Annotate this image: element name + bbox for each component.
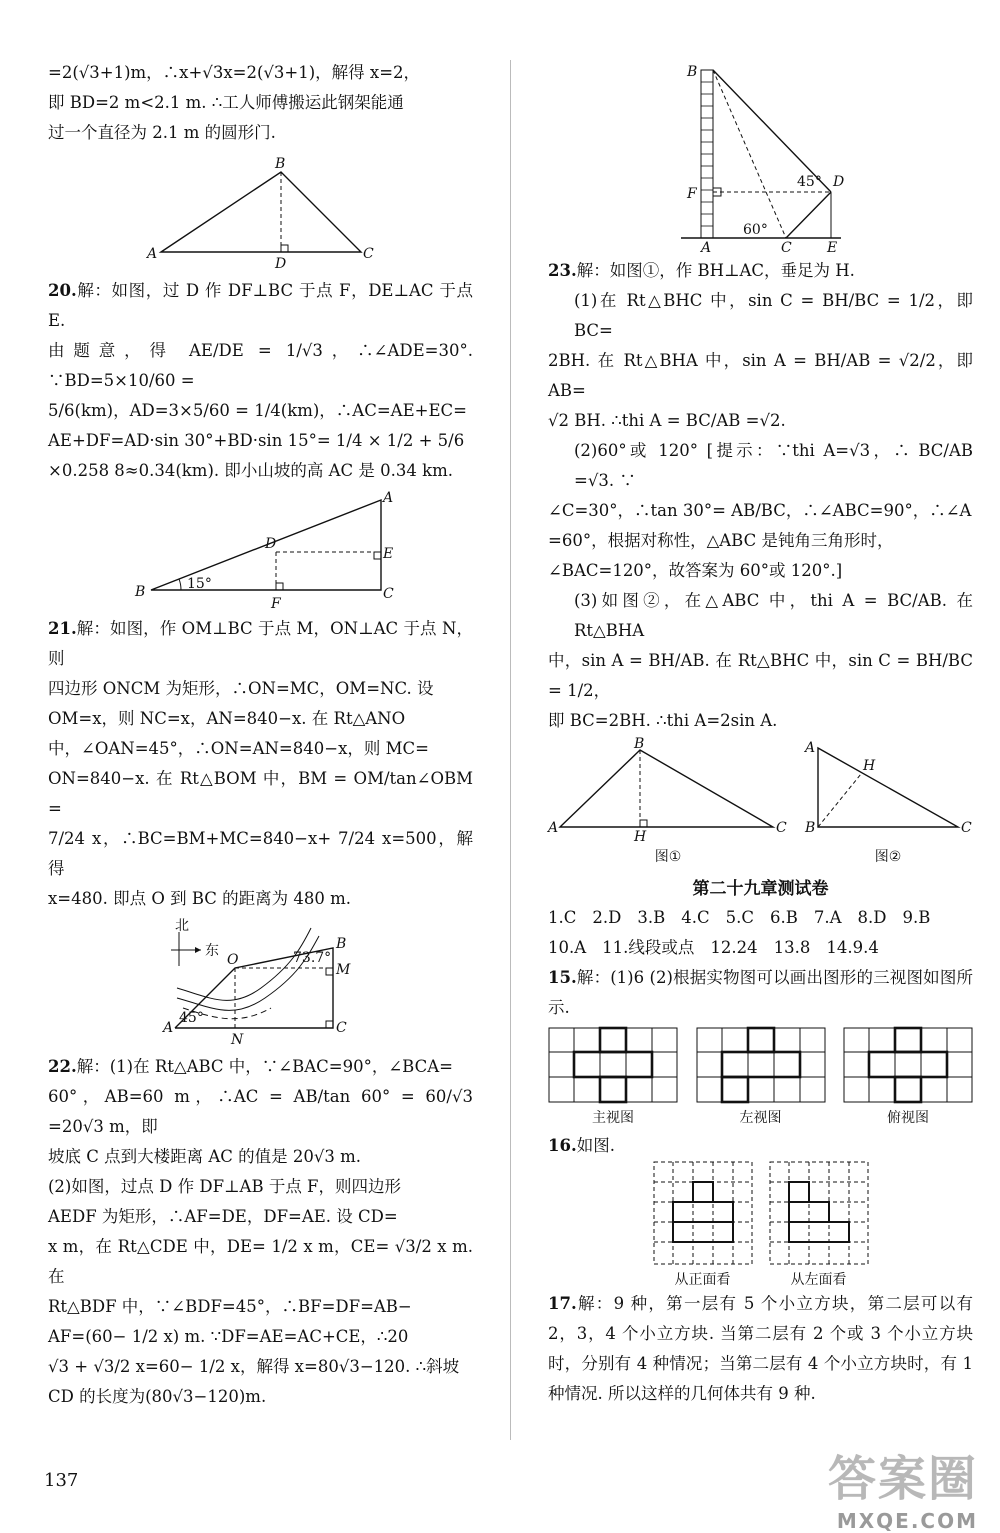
answers-row-1: 1.C 2.D 3.B 4.C 5.C 6.B 7.A 8.D 9.B xyxy=(548,908,931,927)
label: C xyxy=(961,820,972,836)
watermark-logo: 答案圈 xyxy=(827,1451,978,1507)
text-line: 7/24 x，∴BC=BM+MC=840−x+ 7/24 x=500，解得 xyxy=(48,829,473,878)
text-line: (2)如图，过点 D 作 DF⊥AB 于点 F，则四边形 xyxy=(48,1177,402,1196)
text-line: 四边形 ONCM 为矩形，∴ON=MC，OM=NC. 设 xyxy=(48,679,434,698)
label: A xyxy=(382,490,393,506)
caption: 从左面看 xyxy=(790,1272,847,1288)
text-line: √3 + √3/2 x=60− 1/2 x，解得 x=80√3−120. ∴斜坡 xyxy=(48,1357,460,1376)
text-line: √2 BH. ∴thi A = BC/AB =√2. xyxy=(548,411,786,430)
label: C xyxy=(776,820,787,836)
label: B xyxy=(335,936,346,952)
watermark-url: MXQE.COM xyxy=(836,1509,978,1533)
label: A xyxy=(162,1020,173,1036)
problem-21: 21.解：如图，作 OM⊥BC 于点 M，ON⊥AC 于点 N，则 xyxy=(48,619,473,668)
right-column xyxy=(548,58,973,1409)
three-views xyxy=(548,1027,973,1127)
text-line: 即 BD=2 m<2.1 m. ∴工人师傅搬运此钢架能通 xyxy=(48,93,404,112)
text-line: CD 的长度为(80√3−120)m. xyxy=(48,1387,267,1406)
figure-23-1 xyxy=(548,736,788,845)
text-line: =60°，根据对称性，△ABC 是钝角三角形时， xyxy=(548,531,894,550)
label: 45° xyxy=(796,174,822,190)
figure-23-2 xyxy=(803,742,973,842)
text-line: 中，sin A = BH/AB. 在 Rt△BHC 中，sin C = BH/BC = 1/2， xyxy=(548,651,973,700)
text-line: =2(√3+1)m，∴x+√3x=2(√3+1)，解得 x=2， xyxy=(48,63,421,82)
label: N xyxy=(230,1032,243,1048)
text-line: AF=(60− 1/2 x) m. ∵DF=AE=AC+CE，∴20 xyxy=(48,1327,409,1346)
text-line: 坡底 C 点到大楼距离 AC 的值是 20√3 m. xyxy=(48,1147,362,1166)
text-line: ∠BAC=120°，故答案为 60°或 120°.] xyxy=(548,561,843,580)
label: B xyxy=(134,584,145,600)
text-line: 过一个直径为 2.1 m 的圆形门. xyxy=(48,123,276,142)
caption: 图② xyxy=(874,849,902,865)
figure-20-slope xyxy=(131,490,394,612)
text-line: 中，∠OAN=45°，∴ON=AN=840−x，则 MC= xyxy=(48,739,429,758)
text-line: Rt△BDF 中，∵∠BDF=45°，∴BF=DF=AB− xyxy=(48,1297,412,1316)
caption: 俯视图 xyxy=(887,1110,929,1126)
label: 45° xyxy=(178,1010,204,1026)
text-line: (1)在 Rt△BHC 中，sin C = BH/BC = 1/2，即 BC= xyxy=(574,291,973,340)
answers-row-2: 10.A 11.线段或点 12.24 13.8 14.9.4 xyxy=(548,938,879,957)
text-line: ON=840−x. 在 Rt△BOM 中，BM = OM/tan∠OBM = xyxy=(48,769,473,818)
caption: 从正面看 xyxy=(674,1272,731,1288)
label: 60° xyxy=(742,222,768,238)
problem-22: 22.解：(1)在 Rt△ABC 中，∵∠BAC=90°，∠BCA= xyxy=(48,1057,453,1076)
text-line: OM=x，则 NC=x，AN=840−x. 在 Rt△ANO xyxy=(48,709,406,728)
label: B xyxy=(805,820,816,836)
text-line: 即 BC=2BH. ∴thi A=2sin A. xyxy=(548,711,778,730)
label: 东 xyxy=(204,943,219,959)
text-line: x m，在 Rt△CDE 中，DE= 1/2 x m，CE= √3/2 x m. 在 xyxy=(48,1237,473,1286)
label: F xyxy=(270,596,281,612)
label: 北 xyxy=(174,918,189,934)
text-line: x=480. 即点 O 到 BC 的距离为 480 m. xyxy=(48,889,352,908)
watermark xyxy=(828,1440,978,1533)
label: 15° xyxy=(186,576,212,592)
text-line: ×0.258 8≈0.34(km). 即小山坡的高 AC 是 0.34 km. xyxy=(48,461,454,480)
label: B xyxy=(686,64,697,80)
label: H xyxy=(634,829,647,845)
problem-17: 17.解：9 种，第一层有 5 个小立方块，第二层可以有 2，3，4 个小立方块. 当第二层有 2 个或 3 个小立方块时，分别有 4 种情况；当第二层有 4 个小立方块时，有 1 种情况. 所以这样的几何体共有 9 种. xyxy=(548,1294,973,1403)
column-divider xyxy=(510,60,511,1440)
caption: 左视图 xyxy=(739,1110,782,1126)
text-line: (2)60°或 120° [提示：∵thi A=√3，∴ BC/AB =√3. ∵ xyxy=(574,441,973,490)
label: D xyxy=(832,174,844,190)
label: M xyxy=(335,962,350,978)
text-line: AEDF 为矩形，∴AF=DE，DF=AE. 设 CD= xyxy=(48,1207,398,1226)
label: A xyxy=(805,740,816,756)
grid-front-view xyxy=(653,1161,753,1265)
text-line: (3)如图②，在△ABC 中，thi A = BC/AB. 在 Rt△BHA xyxy=(574,591,973,640)
label: D xyxy=(264,536,276,552)
label: C xyxy=(382,586,394,602)
label: O xyxy=(226,952,238,968)
label: C xyxy=(362,246,374,262)
text-line: 5/6(km)，AD=3×5/60 = 1/4(km)，∴AC=AE+EC= xyxy=(48,401,467,420)
text-line: 60°，AB=60 m，∴AC = AB/tan 60° = 60/√3 =20√3 m，即 xyxy=(48,1087,473,1136)
grid-left-view-16 xyxy=(769,1161,869,1265)
problem-15: 15.解：(1)6 (2)根据实物图可以画出图形的三视图如图所示. xyxy=(548,968,973,1017)
problem-20: 20.解：如图，过 D 作 DF⊥BC 于点 F，DE⊥AC 于点 E. xyxy=(48,281,473,330)
label: A xyxy=(700,240,711,256)
figure-19-triangle xyxy=(141,152,381,272)
page-number: 137 xyxy=(44,1470,79,1491)
grid-main-view xyxy=(548,1027,678,1103)
label: E xyxy=(382,546,393,562)
text-line: 由题意，得 AE/DE = 1/√3，∴∠ADE=30°. ∵BD=5×10/60 = xyxy=(48,341,473,390)
problem-16: 16.如图. xyxy=(548,1136,615,1155)
grid-left-view xyxy=(696,1027,826,1103)
label: C xyxy=(780,240,792,256)
label: A xyxy=(548,820,559,836)
left-column xyxy=(48,58,473,1412)
views-16 xyxy=(548,1161,973,1289)
chapter-title: 第二十九章测试卷 xyxy=(692,879,829,899)
label: A xyxy=(146,246,157,262)
caption: 图① xyxy=(654,849,682,865)
figure-23 xyxy=(548,736,973,866)
label: H xyxy=(863,758,876,774)
figure-21-river xyxy=(161,918,361,1048)
label: 73.7° xyxy=(292,950,331,966)
caption: 主视图 xyxy=(592,1110,634,1126)
label: D xyxy=(274,256,286,272)
grid-top-view xyxy=(843,1027,973,1103)
label: B xyxy=(634,736,645,752)
label: F xyxy=(686,186,697,202)
problem-23: 23.解：如图①，作 BH⊥AC，垂足为 H. xyxy=(548,261,855,280)
label: E xyxy=(826,240,837,256)
text-line: AE+DF=AD·sin 30°+BD·sin 15°= 1/4 × 1/2 + 5/6 xyxy=(48,431,465,450)
label: B xyxy=(274,156,285,172)
figure-22-building xyxy=(661,62,861,256)
text-line: ∠C=30°，∴tan 30°= AB/BC，∴∠ABC=90°，∴∠A xyxy=(548,501,972,520)
text-line: 2BH. 在 Rt△BHA 中，sin A = BH/AB = √2/2，即 AB= xyxy=(548,351,973,400)
label: C xyxy=(335,1020,347,1036)
